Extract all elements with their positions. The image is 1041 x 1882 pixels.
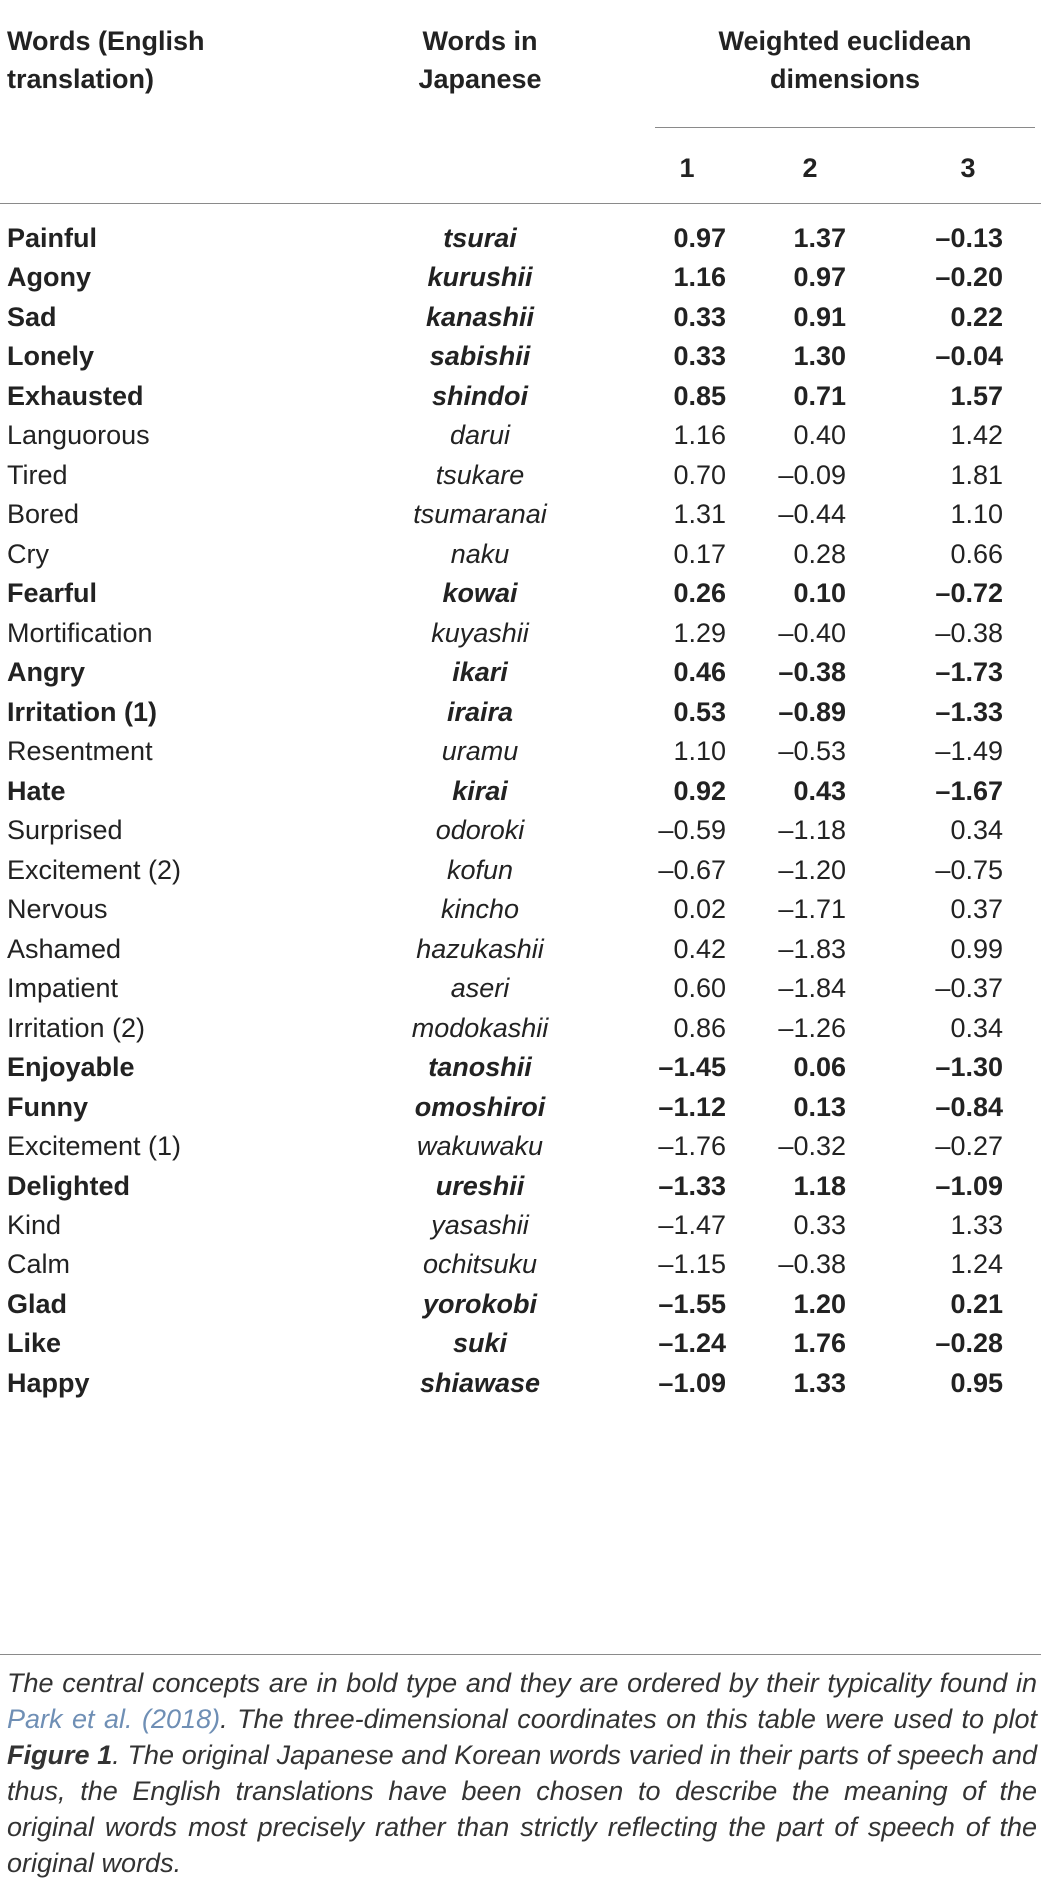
dimension-3-value: –0.72 <box>935 578 1003 609</box>
dimension-2-value: –1.26 <box>778 1012 846 1043</box>
dimension-2-value: 0.43 <box>793 775 846 806</box>
word-japanese: wakuwaku <box>416 1131 544 1162</box>
dimension-2-value: –0.40 <box>778 617 846 648</box>
word-english: Tired <box>7 459 68 490</box>
dimension-1-value: –1.55 <box>658 1288 726 1319</box>
dimension-2-value: 0.97 <box>793 262 846 293</box>
header-dimensions-line2: dimensions <box>769 64 921 94</box>
dimension-1-value: 0.46 <box>673 657 726 688</box>
word-english: Lonely <box>7 341 95 372</box>
word-japanese: naku <box>450 538 510 569</box>
word-english: Enjoyable <box>7 1052 135 1083</box>
word-japanese: ureshii <box>435 1170 525 1201</box>
dimension-2-value: –0.44 <box>778 499 846 530</box>
dimension-3-value: –0.27 <box>935 1131 1003 1162</box>
word-japanese: odoroki <box>435 815 525 846</box>
header-rule <box>0 203 1041 204</box>
header-english-line1: Words (English <box>7 26 205 56</box>
word-english: Languorous <box>7 420 150 451</box>
dimension-1-value: 1.31 <box>673 499 726 530</box>
dimension-3-value: 1.42 <box>950 420 1003 451</box>
word-english: Angry <box>7 657 86 688</box>
word-english: Ashamed <box>7 933 122 964</box>
dimension-2-value: 1.37 <box>793 223 846 253</box>
dimension-3-value: –0.28 <box>935 1328 1003 1359</box>
dimension-3-value: 1.81 <box>950 459 1003 490</box>
dim-label-3: 3 <box>960 153 976 183</box>
dimension-2-value: –1.83 <box>778 933 846 964</box>
dimension-1-value: –1.47 <box>658 1210 726 1240</box>
word-english: Impatient <box>7 973 119 1004</box>
word-japanese: tanoshii <box>428 1052 532 1083</box>
word-english: Resentment <box>7 736 153 767</box>
word-english: Fearful <box>7 578 98 609</box>
dimension-3-value: –1.67 <box>935 775 1003 806</box>
header-japanese-line1: Words in <box>422 26 538 56</box>
word-japanese: omoshiroi <box>414 1091 546 1122</box>
word-english: Sad <box>7 301 57 332</box>
dimension-2-value: 0.91 <box>793 301 846 332</box>
dimension-1-value: –1.76 <box>658 1131 726 1162</box>
dimension-1-value: 1.10 <box>673 736 726 767</box>
dimension-1-value: 0.26 <box>673 578 726 609</box>
dimension-3-value: 0.37 <box>950 894 1003 925</box>
header-japanese-line2: Japanese <box>418 64 542 94</box>
dimension-2-value: 0.13 <box>793 1091 846 1122</box>
word-japanese: hazukashii <box>416 933 544 964</box>
dimension-2-value: 1.30 <box>793 341 846 372</box>
dimension-1-value: 0.17 <box>673 538 726 569</box>
word-japanese: ikari <box>452 657 508 688</box>
header-dimensions <box>655 22 1035 98</box>
word-english: Hate <box>7 775 66 806</box>
word-english: Glad <box>7 1288 68 1319</box>
dimension-2-value: 0.71 <box>793 380 846 411</box>
word-japanese: kirai <box>452 775 508 806</box>
dimension-1-value: 0.86 <box>673 1012 726 1043</box>
word-english: Mortification <box>7 617 153 648</box>
footnote-text-1: The central concepts are in bold type and they are ordered by their typicality found in <box>7 1668 1037 1698</box>
dimension-3-value: –1.73 <box>935 657 1003 688</box>
dimension-1-value: 0.92 <box>673 775 726 806</box>
dimension-1-value: –0.67 <box>658 854 726 885</box>
dimension-1-value: –0.59 <box>658 815 726 846</box>
header-english <box>7 22 307 98</box>
dimension-1-value: –1.09 <box>658 1367 726 1398</box>
word-japanese: shiawase <box>419 1367 541 1398</box>
dimension-2-value: –0.53 <box>778 736 846 767</box>
word-japanese: suki <box>452 1328 508 1359</box>
dimension-3-value: –0.38 <box>935 617 1003 648</box>
header-japanese <box>338 22 622 98</box>
word-english: Irritation (1) <box>7 696 158 727</box>
word-japanese: yasashii <box>431 1210 529 1240</box>
dimension-3-value: –0.20 <box>935 262 1003 293</box>
dimension-1-value: 0.02 <box>673 894 726 925</box>
word-english: Painful <box>7 223 98 253</box>
dimension-1-value: –1.12 <box>658 1091 726 1122</box>
word-japanese: uramu <box>441 736 519 767</box>
dimension-1-value: 0.53 <box>673 696 726 727</box>
dimension-2-value: –1.18 <box>778 815 846 846</box>
dimension-1-value: 0.60 <box>673 973 726 1004</box>
dimension-3-value: –0.04 <box>935 341 1003 372</box>
dimension-2-value: –0.38 <box>778 657 846 688</box>
dimension-3-value: 0.66 <box>950 538 1003 569</box>
word-japanese: kurushii <box>427 262 533 293</box>
footnote-text-2: . The three-dimensional coordinates on this table were used to plot <box>220 1704 1037 1734</box>
dimension-3-value: 0.95 <box>950 1367 1003 1398</box>
dimension-2-value: –0.89 <box>778 696 846 727</box>
word-english: Like <box>7 1328 62 1359</box>
dimension-3-value: –0.13 <box>935 223 1003 253</box>
dimension-2-value: 0.10 <box>793 578 846 609</box>
dimension-3-value: –0.84 <box>935 1091 1003 1122</box>
word-japanese: sabishii <box>429 341 531 372</box>
word-english: Exhausted <box>7 380 144 411</box>
dimension-2-value: 1.33 <box>793 1367 846 1398</box>
footnote-figure-link[interactable]: Figure 1 <box>7 1740 113 1770</box>
word-english: Surprised <box>7 815 123 846</box>
word-japanese: aseri <box>450 973 510 1004</box>
dimension-2-value: –1.20 <box>778 854 846 885</box>
dim-label-1: 1 <box>679 153 695 183</box>
word-japanese: iraira <box>446 696 514 727</box>
dimension-1-value: 0.33 <box>673 341 726 372</box>
dimension-2-value: –0.32 <box>778 1131 846 1162</box>
header-english-line2: translation) <box>7 64 155 94</box>
dimension-3-value: 0.99 <box>950 933 1003 964</box>
dim-label-2: 2 <box>802 153 818 183</box>
dimension-2-value: 1.20 <box>793 1288 846 1319</box>
dimension-2-value: 0.40 <box>793 420 846 451</box>
word-japanese: kuyashii <box>431 617 529 648</box>
dimension-2-value: –0.09 <box>778 459 846 490</box>
dimension-1-value: 0.70 <box>673 459 726 490</box>
word-japanese: tsukare <box>435 459 525 490</box>
dimension-3-value: 1.24 <box>950 1249 1003 1280</box>
word-english: Happy <box>7 1367 90 1398</box>
dimension-3-value: –1.49 <box>935 736 1003 767</box>
word-english: Excitement (2) <box>7 854 182 885</box>
word-japanese: tsumaranai <box>413 499 547 530</box>
dimension-2-value: –1.71 <box>778 894 846 925</box>
word-japanese: shindoi <box>432 380 528 411</box>
dimensions-underline <box>655 127 1035 128</box>
word-japanese: tsurai <box>443 223 517 253</box>
word-english: Bored <box>7 499 80 530</box>
dimension-1-value: 0.33 <box>673 301 726 332</box>
footnote-text-3: . The original Japanese and Korean words varied in their parts of speech and thus, the English translations have been chosen to describe the meaning of the original words most precisely rather than strictly reflecting the part of speech of the original words. <box>7 1740 1037 1878</box>
dimension-3-value: 1.33 <box>950 1210 1003 1240</box>
word-english: Funny <box>7 1091 88 1122</box>
dimension-1-value: 0.97 <box>673 223 726 253</box>
dimension-3-value: –1.33 <box>935 696 1003 727</box>
word-english: Delighted <box>7 1170 131 1201</box>
dimension-2-value: 0.06 <box>793 1052 846 1083</box>
word-english: Cry <box>7 538 49 569</box>
dimension-3-value: 0.21 <box>950 1288 1003 1319</box>
header-dimensions-line1: Weighted euclidean <box>718 26 972 56</box>
word-english: Nervous <box>7 894 108 925</box>
dimension-1-value: –1.45 <box>658 1052 726 1083</box>
table-row <box>0 1360 1041 1407</box>
word-japanese: kincho <box>440 894 520 925</box>
dimension-1-value: 1.16 <box>673 420 726 451</box>
table-footnote <box>7 1665 1037 1881</box>
word-japanese: ochitsuku <box>422 1249 538 1280</box>
word-english: Excitement (1) <box>7 1131 182 1162</box>
dimension-3-value: –0.37 <box>935 973 1003 1004</box>
word-japanese: kanashii <box>425 301 535 332</box>
dimension-2-value: 0.28 <box>793 538 846 569</box>
dimension-2-value: 1.18 <box>793 1170 846 1201</box>
word-english: Agony <box>7 262 91 293</box>
dimension-3-value: 1.57 <box>950 380 1003 411</box>
dimension-1-value: 0.42 <box>673 933 726 964</box>
dimension-1-value: 1.29 <box>673 617 726 648</box>
dimension-1-value: –1.24 <box>658 1328 726 1359</box>
dimension-3-value: 0.22 <box>950 301 1003 332</box>
dimension-1-value: 1.16 <box>673 262 726 293</box>
word-english: Calm <box>7 1249 71 1280</box>
dimension-3-value: –0.75 <box>935 854 1003 885</box>
dimension-3-value: 0.34 <box>950 815 1003 846</box>
dimension-1-value: –1.33 <box>658 1170 726 1201</box>
footnote-reference-link[interactable]: Park et al. (2018) <box>7 1704 221 1734</box>
word-japanese: darui <box>449 420 511 451</box>
dimension-2-value: 0.33 <box>793 1210 846 1240</box>
dimension-3-value: 1.10 <box>950 499 1003 530</box>
dimension-1-value: –1.15 <box>658 1249 726 1280</box>
word-japanese: kofun <box>446 854 514 885</box>
dimension-2-value: –0.38 <box>778 1249 846 1280</box>
word-japanese: kowai <box>442 578 518 609</box>
bottom-rule <box>0 1654 1041 1655</box>
word-english: Irritation (2) <box>7 1012 146 1043</box>
dimension-3-value: –1.09 <box>935 1170 1003 1201</box>
word-japanese: modokashii <box>411 1012 549 1043</box>
word-japanese: yorokobi <box>422 1288 537 1319</box>
dimension-3-value: 0.34 <box>950 1012 1003 1043</box>
dimension-2-value: –1.84 <box>778 973 846 1004</box>
word-english: Kind <box>7 1210 62 1240</box>
dimension-1-value: 0.85 <box>673 380 726 411</box>
dimension-2-value: 1.76 <box>793 1328 846 1359</box>
dimension-3-value: –1.30 <box>935 1052 1003 1083</box>
